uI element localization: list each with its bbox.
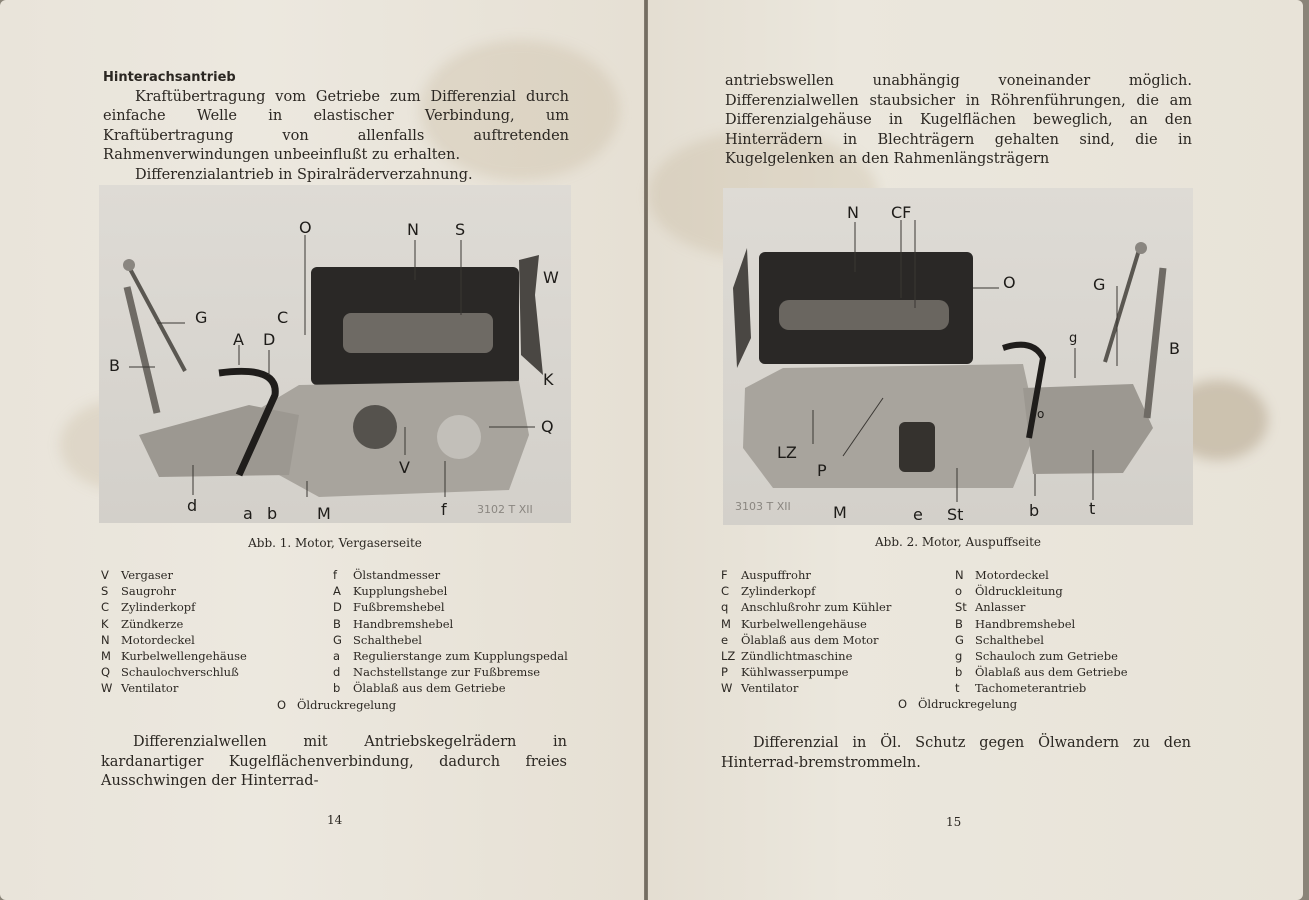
photo-label: M [833,503,847,522]
legend-key: b [333,681,341,696]
photo-label: K [543,370,554,389]
gearbox-shape [1023,384,1153,474]
legend-row [101,567,247,583]
legend-column-2 [333,567,568,697]
photo-label: W [543,268,559,287]
fan-blade-shape [519,255,543,375]
legend-row [101,616,247,632]
legend-row [721,680,891,696]
paragraph: Kraftübertragung vom Getriebe zum Differenzial durch einfache Welle in elastischer Verbindung, um Kraftübertragung von allenfalls auftretenden Rahmenverwindungen unbeeinflußt zu erhalten. [103,88,569,163]
photo-label: P [817,461,827,480]
handbrake-lever-shape [1147,268,1163,418]
legend-row [333,599,568,615]
legend-text: Zylinderkopf [121,600,196,615]
section-heading: Hinterachsantrieb [103,70,236,85]
legend-key: W [101,681,113,696]
legend-row [333,680,568,696]
legend-text: Anschlußrohr zum Kühler [741,600,892,615]
fan-blade-shape [733,248,751,368]
legend-row [955,680,1128,696]
legend-key: N [101,632,110,647]
engine-photo-exhaust-side [723,188,1193,525]
oil-filler-shape [437,415,481,459]
legend-text: Anlasser [975,600,1026,615]
legend-text: Regulierstange zum Kupplungspedal [353,649,568,664]
legend-text: Öldruckregelung [918,697,1018,711]
legend-row [101,664,247,680]
paragraph: Differenzialwellen mit Antriebskegelrädern in kardanartiger Kugelflächenverbindung, dadurch freies Ausschwingen der Hinterrad- [101,734,567,789]
legend-row [721,648,891,664]
legend-key: q [721,600,729,615]
legend-row [721,583,891,599]
legend-key: a [333,649,341,664]
legend-row [101,648,247,664]
legend-key: o [955,584,963,599]
legend-text: Öldruckleitung [975,584,1063,599]
legend-row [721,664,891,680]
photo-label: O [299,218,312,237]
legend-row [101,680,247,696]
photo-stamp: 3103 T XII [735,500,791,513]
legend-key: F [721,568,728,582]
figure-caption: Abb. 2. Motor, Auspuffseite [874,535,1042,549]
exhaust-manifold-shape [779,300,949,330]
photo-label: V [399,458,410,477]
legend-text: Kurbelwellengehäuse [121,649,247,664]
legend-text: Tachometerantrieb [975,681,1087,696]
starter-shape [899,422,935,472]
legend-row [101,632,247,648]
legend-row [955,632,1128,648]
paragraph: Differenzial in Öl. Schutz gegen Ölwandern zu den Hinterrad-bremstrommeln. [721,735,1191,771]
legend-key: O [898,697,908,711]
legend-key: LZ [721,649,736,664]
photo-label: g [1069,331,1078,346]
legend-row [333,583,568,599]
legend-text: Vergaser [121,568,173,582]
legend-row [333,616,568,632]
engine-illustration [723,188,1193,525]
legend-text: Ölablaß aus dem Getriebe [975,665,1128,680]
photo-label: LZ [777,443,797,462]
photo-label: b [267,504,278,523]
handbrake-lever-shape [127,287,157,413]
legend-text: Ölablaß aus dem Motor [741,632,879,647]
legend-row [333,632,568,648]
legend-key: B [333,616,341,631]
legend-row [955,664,1128,680]
figure-caption: Abb. 1. Motor, Vergaserseite [248,536,422,550]
photo-stamp: 3102 T XII [477,503,533,516]
photo-label: S [455,220,466,239]
photo-label: O [1003,273,1016,292]
photo-label: b [1029,501,1040,520]
legend-row [955,616,1128,632]
photo-label: t [1089,499,1096,518]
legend-row [333,567,568,583]
legend-key: G [333,632,342,647]
intake-manifold-shape [343,313,493,353]
legend-row [955,583,1128,599]
legend-row [333,648,568,664]
legend-text: Ölablaß aus dem Getriebe [353,681,506,696]
legend-text: Nachstellstange zur Fußbremse [353,665,541,680]
photo-label: G [1093,275,1106,294]
photo-label: B [109,356,120,375]
legend-row [721,632,891,648]
legend-text: Auspuffrohr [741,568,811,582]
photo-label: B [1169,339,1180,358]
legend-key: C [101,600,110,615]
legend-text: Ventilator [121,681,179,696]
legend-center-row [898,696,1017,712]
photo-label: CF [891,203,912,222]
legend-text: Ventilator [741,681,799,696]
legend-key: M [101,649,111,664]
legend-text: Kurbelwellengehäuse [741,616,867,631]
photo-label: o [1037,407,1045,421]
legend-key: b [955,665,963,680]
photo-label: e [913,505,923,524]
legend-row [101,583,247,599]
paragraph: antriebswellen unabhängig voneinander möglich. Differenzialwellen staubsicher in Röhrenführungen, die am Differenzialgehäuse in Kugelflächen beweglich, an den Hinterrädern in Blechträgern gehalten sind, die in Kugelgelenken an den Rahmenlängsträgern [725,73,1192,167]
photo-label: N [407,220,419,239]
legend-text: Handbremshebel [975,616,1076,631]
legend-text: Schaulochverschluß [121,665,239,680]
legend-key: d [333,665,341,680]
legend-row [333,664,568,680]
legend-text: Fußbremshebel [353,600,445,615]
page-left [0,0,644,900]
legend-column-1 [721,567,891,697]
legend-key: t [955,681,960,696]
photo-label: N [847,203,859,222]
legend-row [955,648,1128,664]
photo-label: G [195,308,208,327]
left-top-text [103,68,569,185]
legend-text: Öldruckregelung [297,698,397,712]
legend-text: Kupplungshebel [353,584,448,599]
legend-key: K [101,616,109,631]
gearbox-shape [139,405,299,477]
legend-text: Zündkerze [121,616,184,631]
legend-row [721,616,891,632]
legend-key: St [955,600,967,615]
legend-text: Motordeckel [975,568,1049,582]
engine-photo-carburetor-side [99,185,571,523]
photo-label: M [317,504,331,523]
legend-key: P [721,665,728,680]
shift-lever-shape [1105,250,1139,362]
legend-key: e [721,632,729,647]
legend-key: D [333,600,342,615]
legend-text: Handbremshebel [353,616,454,631]
right-top-text [725,72,1192,170]
legend-text: Schalthebel [975,632,1044,647]
page-number: 14 [327,813,343,827]
legend-text: Ölstandmesser [353,568,441,582]
photo-label: A [233,330,244,349]
legend-text: Schauloch zum Getriebe [975,649,1118,664]
photo-label: Q [541,417,554,436]
legend-key: N [955,568,964,582]
legend-column-1 [101,567,247,697]
shift-knob-shape [1135,242,1147,254]
legend-key: B [955,616,963,631]
legend-row [955,567,1128,583]
legend-key: M [721,616,731,631]
legend-text: Zündlichtmaschine [741,649,853,664]
page-number: 15 [946,815,962,829]
shift-knob-shape [123,259,135,271]
legend-row [101,599,247,615]
photo-label: d [187,496,198,515]
legend-text: Kühlwasserpumpe [741,665,849,680]
inspection-cover-shape [353,405,397,449]
legend-text: Motordeckel [121,632,195,647]
paragraph: Differenzialantrieb in Spiralräderverzahnung. [135,166,473,183]
left-bottom-text [101,733,567,792]
right-bottom-text [721,734,1191,773]
legend-row [721,599,891,615]
photo-label: a [243,504,253,523]
legend-text: Schalthebel [353,632,422,647]
legend-column-2 [955,567,1128,697]
legend-key: G [955,632,964,647]
photo-label: D [263,330,276,349]
photo-label: St [947,505,964,524]
legend-key: O [277,698,287,712]
legend-key: Q [101,665,111,680]
crankcase-shape [743,364,1037,488]
legend-key: S [101,584,109,599]
legend-center-row [277,697,396,713]
legend-key: V [101,568,109,582]
photo-label: C [277,308,289,327]
photo-label: f [441,500,447,519]
legend-key: C [721,584,730,599]
legend-text: Zylinderkopf [741,584,816,599]
legend-key: f [333,568,338,582]
legend-key: W [721,681,733,696]
legend-row [955,599,1128,615]
legend-key: g [955,649,963,664]
legend-text: Saugrohr [121,584,176,599]
legend-row [721,567,891,583]
engine-illustration [99,185,571,523]
legend-key: A [333,584,341,599]
page-right [648,0,1303,900]
